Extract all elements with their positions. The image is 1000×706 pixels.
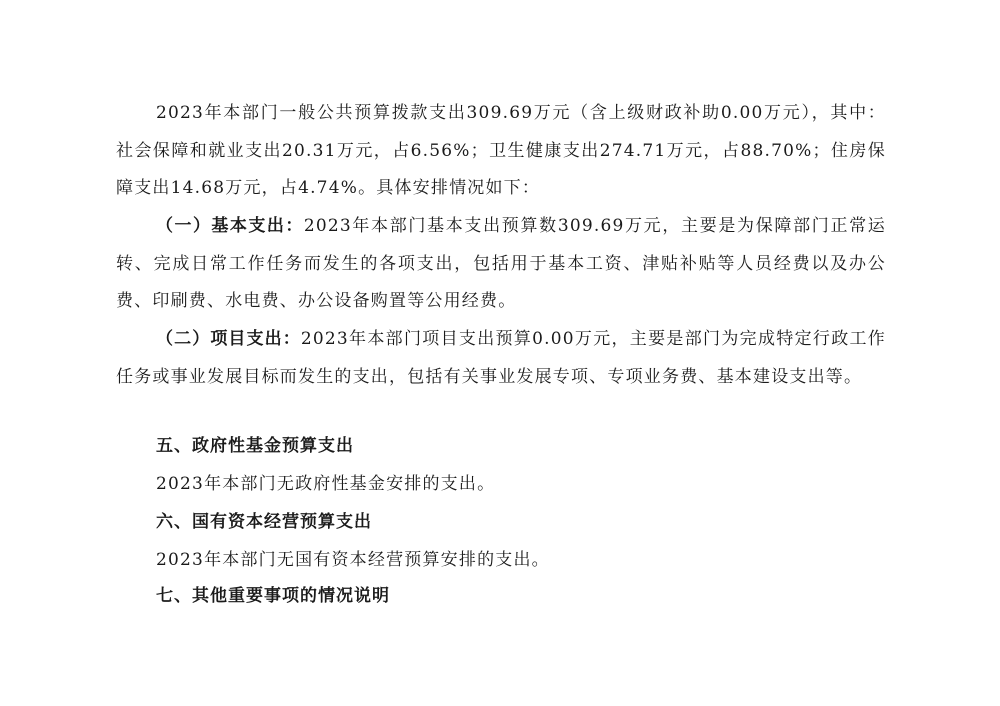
project-expenditure-paragraph (116, 321, 886, 396)
section-5-text: 2023年本部门无政府性基金安排的支出。 (156, 474, 496, 494)
basic-expenditure-label: （一）基本支出： (156, 216, 304, 236)
section-7-heading: 七、其他重要事项的情况说明 (156, 586, 390, 606)
budget-summary-paragraph (116, 95, 886, 208)
project-expenditure-label: （二）项目支出： (156, 329, 301, 349)
project-expenditure-text: 2023年本部门项目支出预算0.00万元，主要是部门为完成特定行政工作任务或事业发展目标而发生的支出，包括有关事业发展专项、专项业务费、基本建设支出等。 (116, 329, 887, 387)
basic-expenditure-paragraph (116, 208, 886, 321)
section-5-heading: 五、政府性基金预算支出 (156, 436, 354, 456)
section-6-text: 2023年本部门无国有资本经营预算安排的支出。 (156, 550, 550, 570)
section-6-heading: 六、国有资本经营预算支出 (156, 512, 372, 532)
basic-expenditure-text: 2023年本部门基本支出预算数309.69万元，主要是为保障部门正常运转、完成日常工作任务而发生的各项支出，包括用于基本工资、津贴补贴等人员经费以及办公费、印刷费、水电费、办公设备购置等公用经费。 (116, 216, 887, 311)
budget-summary-text: 2023年本部门一般公共预算拨款支出309.69万元（含上级财政补助0.00万元），其中：社会保障和就业支出20.31万元，占6.56%；卫生健康支出274.71万元，占88.70%；住房保障支出14.68万元，占4.74%。具体安排情况如下： (116, 103, 886, 198)
